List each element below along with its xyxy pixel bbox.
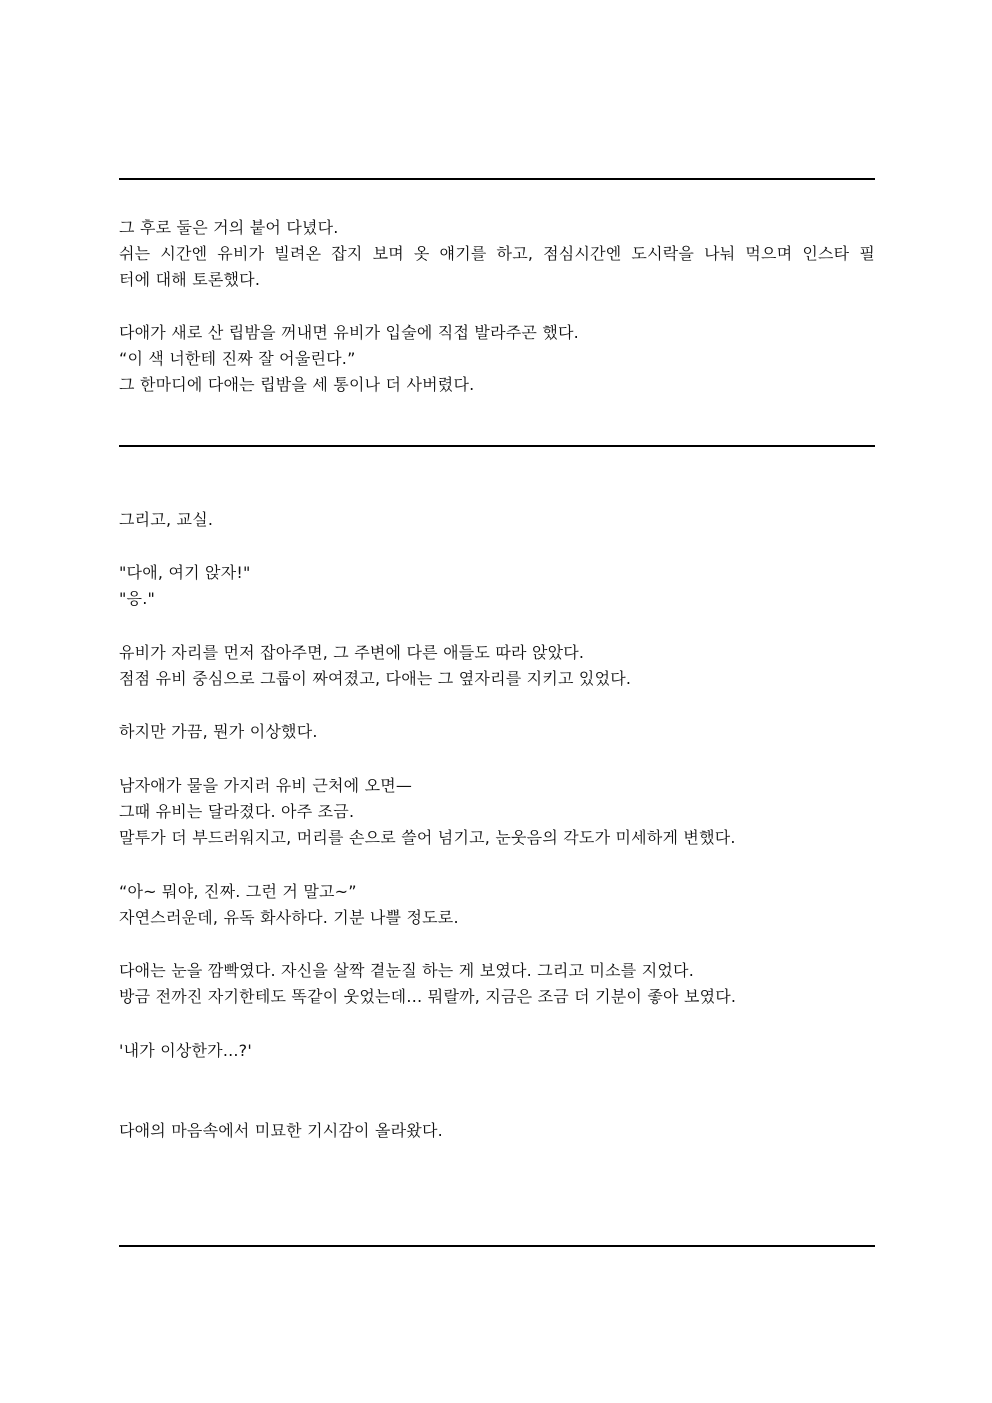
paragraph-line: 하지만 가끔, 뭔가 이상했다. xyxy=(119,722,318,741)
bottom-divider xyxy=(119,1245,875,1247)
section-divider xyxy=(119,445,875,447)
paragraph-line: 점점 유비 중심으로 그룹이 짜여졌고, 다애는 그 옆자리를 지키고 있었다. xyxy=(119,669,632,688)
dialogue-line: “이 색 너한테 진짜 잘 어울린다.” xyxy=(119,349,356,368)
paragraph-line: 유비가 자리를 먼저 잡아주면, 그 주변에 다른 애들도 따라 앉았다. xyxy=(119,643,585,662)
paragraph-line: 그리고, 교실. xyxy=(119,510,214,529)
top-divider xyxy=(119,178,875,180)
paragraph-line: 터에 대해 토론했다. xyxy=(119,270,261,289)
paragraph-line: 그 후로 둘은 거의 붙어 다녔다. xyxy=(119,218,339,237)
paragraph-line: 방금 전까진 자기한테도 똑같이 웃었는데… 뭐랄까, 지금은 조금 더 기분이 좋아 보였다. xyxy=(119,987,737,1006)
paragraph-line: 말투가 더 부드러워지고, 머리를 손으로 쓸어 넘기고, 눈웃음의 각도가 미세하게 변했다. xyxy=(119,828,736,847)
dialogue-line: "응." xyxy=(119,589,156,608)
dialogue-line: "다애, 여기 앉자!" xyxy=(119,563,251,582)
paragraph-line: 다애는 눈을 깜빡였다. 자신을 살짝 곁눈질 하는 게 보였다. 그리고 미소를 지었다. xyxy=(119,961,694,980)
paragraph-line: 자연스러운데, 유독 화사하다. 기분 나쁠 정도로. xyxy=(119,908,459,927)
thought-line: '내가 이상한가...?' xyxy=(119,1041,252,1060)
paragraph-line: 다애가 새로 산 립밤을 꺼내면 유비가 입술에 직접 발라주곤 했다. xyxy=(119,323,579,342)
paragraph-line: 다애의 마음속에서 미묘한 기시감이 올라왔다. xyxy=(119,1121,443,1140)
paragraph-line: 그 한마디에 다애는 립밤을 세 통이나 더 사버렸다. xyxy=(119,375,475,394)
paragraph-line: 남자애가 물을 가지러 유비 근처에 오면— xyxy=(119,776,413,795)
paragraph-line: 쉬는 시간엔 유비가 빌려온 잡지 보며 옷 얘기를 하고, 점심시간엔 도시락을 나눠 먹으며 인스타 필 xyxy=(119,244,875,263)
paragraph-line: 그때 유비는 달라졌다. 아주 조금. xyxy=(119,802,355,821)
dialogue-line: “아~ 뭐야, 진짜. 그런 거 말고~” xyxy=(119,882,357,901)
